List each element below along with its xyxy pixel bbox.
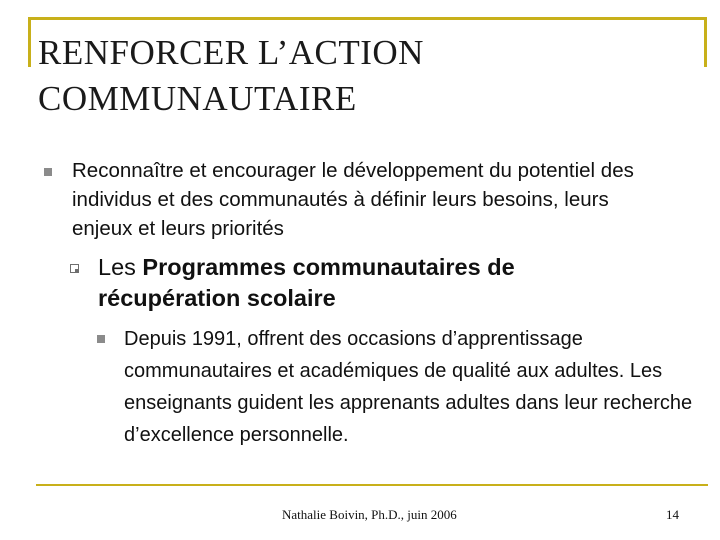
bullet-level1-text: Reconnaître et encourager le développement du potentiel des individus et des communautés à définir leurs besoins, leurs enjeux et leurs priorités — [72, 159, 634, 240]
frame-top-border — [28, 17, 707, 20]
slide-title: RENFORCER L’ACTION COMMUNAUTAIRE — [38, 33, 424, 118]
frame-right-border — [704, 17, 707, 67]
bullet-level2-text — [98, 252, 658, 314]
bullet-square-icon — [44, 168, 52, 176]
bullet-hollow-square-icon — [70, 264, 79, 273]
bullet-level2-prefix: Les — [98, 254, 143, 280]
bullet-square-icon — [97, 335, 105, 343]
bullet-level3-text: Depuis 1991, offrent des occasions d’apprentissage communautaires et académiques de qualité aux adultes. Les enseignants guident les apprenants adultes dans leur recherche d’excellence personnelle. — [124, 328, 693, 446]
bullet-level2-bold: Programmes communautaires de récupération scolaire — [98, 254, 515, 311]
frame-left-border — [28, 17, 31, 67]
footer-divider — [36, 484, 708, 486]
footer-author: Nathalie Boivin, Ph.D., juin 2006 — [282, 507, 457, 522]
page-number: 14 — [666, 507, 679, 522]
